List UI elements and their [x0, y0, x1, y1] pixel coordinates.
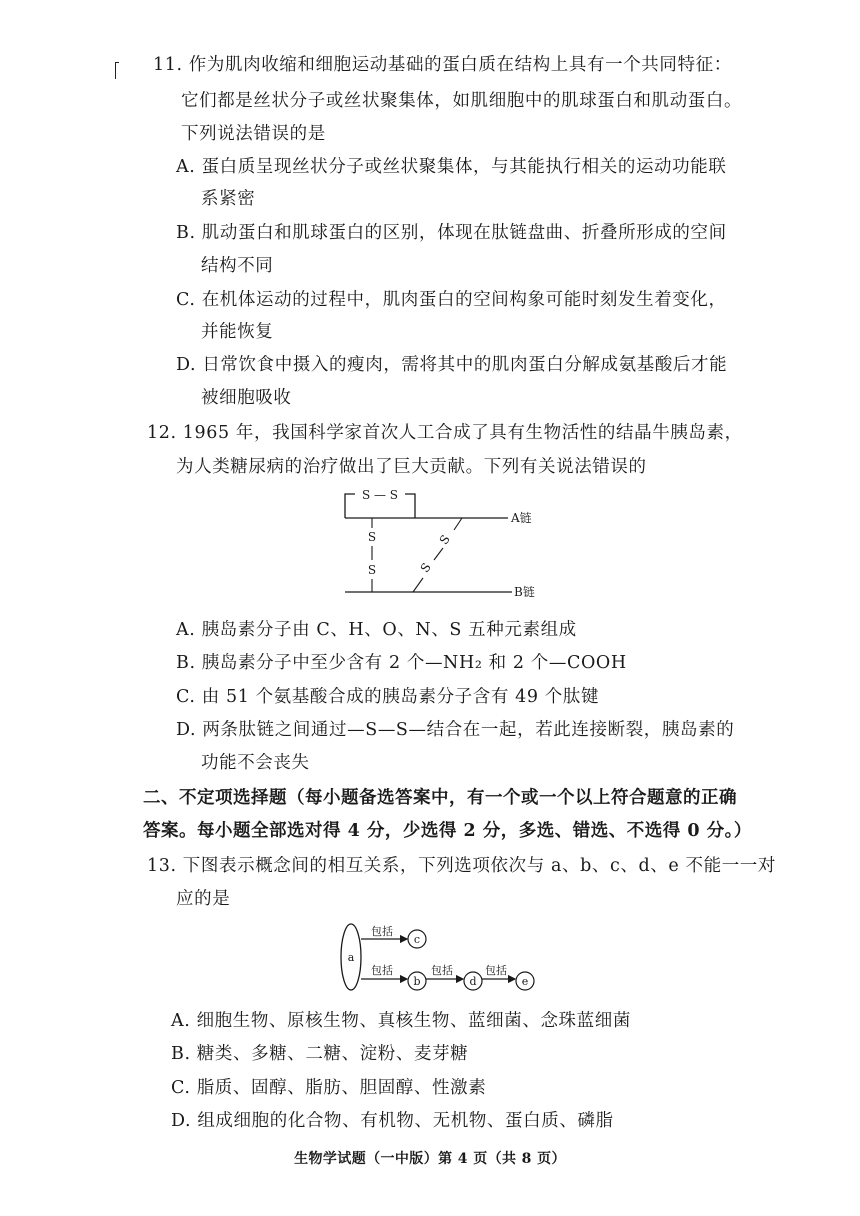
q12-option-d-cont: 功能不会丧失: [201, 753, 310, 773]
q13-option-d: D. 组成细胞的化合物、有机物、无机物、蛋白质、磷脂: [171, 1111, 614, 1131]
q13-stem-line-2: 应的是: [176, 889, 231, 909]
insulin-structure-diagram: [330, 486, 550, 606]
q11-option-a-cont: 系紧密: [201, 189, 256, 209]
page-footer: 生物学试题（一中版）第 4 页（共 8 页）: [294, 1151, 566, 1167]
node-d-label: d: [469, 975, 477, 988]
q11-option-d: D. 日常饮食中摄入的瘦肉，需将其中的肌肉蛋白分解成氨基酸后才能: [176, 355, 728, 375]
q12-option-c: C. 由 51 个氨基酸合成的胰岛素分子含有 49 个肽键: [176, 687, 600, 707]
q13-option-c: C. 脂质、固醇、脂肪、胆固醇、性激素: [171, 1078, 487, 1098]
include-label-2: 包括: [371, 964, 393, 977]
q11-option-b-cont: 结构不同: [201, 256, 274, 276]
q12-option-d: D. 两条肽链之间通过—S—S—结合在一起，若此连接断裂，胰岛素的: [176, 720, 735, 740]
q11-stem-line-2: 它们都是丝状分子或丝状聚集体，如肌细胞中的肌球蛋白和肌动蛋白。: [181, 91, 743, 111]
include-label-1: 包括: [371, 925, 393, 938]
q11-option-b: B. 肌动蛋白和肌球蛋白的区别，体现在肽链盘曲、折叠所形成的空间: [176, 223, 727, 243]
q13-stem-line-1: 13. 下图表示概念间的相互关系，下列选项依次与 a、b、c、d、e 不能一一对: [147, 856, 777, 876]
margin-mark: [115, 62, 119, 79]
vertical-s-top: S: [367, 530, 377, 544]
q12-stem-line-1: 12. 1965 年，我国科学家首次人工合成了具有生物活性的结晶牛胰岛素，: [147, 423, 743, 443]
b-chain-label: B链: [514, 585, 535, 599]
q12-stem-line-2: 为人类糖尿病的治疗做出了巨大贡献。下列有关说法错误的: [176, 457, 647, 477]
q11-option-a: A. 蛋白质呈现丝状分子或丝状聚集体，与其能执行相关的运动功能联: [176, 157, 727, 177]
q11-stem-line-1: 11. 作为肌肉收缩和细胞运动基础的蛋白质在结构上具有一个共同特征：: [153, 55, 732, 75]
section-2-line-1: 二、不定项选择题（每小题备选答案中，有一个或一个以上符合题意的正确: [143, 788, 737, 808]
include-label-3: 包括: [431, 964, 453, 977]
q13-option-b: B. 糖类、多糖、二糖、淀粉、麦芽糖: [171, 1044, 469, 1064]
q12-option-a: A. 胰岛素分子由 C、H、O、N、S 五种元素组成: [176, 620, 577, 640]
ss-bracket-right: [405, 494, 415, 518]
diagonal-s-bottom: S: [417, 560, 434, 576]
q11-option-c: C. 在机体运动的过程中，肌肉蛋白的空间构象可能时刻发生着变化，: [176, 290, 727, 310]
q13-option-a: A. 细胞生物、原核生物、真核生物、蓝细菌、念珠蓝细菌: [171, 1011, 631, 1031]
diagonal-bond: [434, 548, 443, 560]
q11-option-d-cont: 被细胞吸收: [201, 388, 292, 408]
q11-option-c-cont: 并能恢复: [201, 322, 274, 342]
a-chain-label: A链: [511, 511, 532, 525]
q12-option-b: B. 胰岛素分子中至少含有 2 个—NH₂ 和 2 个—COOH: [176, 653, 627, 673]
section-2-line-2: 答案。每小题全部选对得 4 分，少选得 2 分，多选、错选、不选得 0 分。）: [143, 821, 752, 841]
node-b-label: b: [413, 975, 421, 988]
node-a-label: a: [347, 951, 355, 964]
concept-relation-diagram: [335, 920, 545, 1000]
diagonal-s-top: S: [436, 532, 453, 548]
q11-stem-line-3: 下列说法错误的是: [181, 124, 326, 144]
node-c-label: c: [413, 933, 421, 946]
top-disulfide-label: S — S: [361, 488, 399, 502]
node-e-label: e: [521, 975, 529, 988]
ss-bracket-left: [345, 494, 355, 518]
vertical-s-bottom: S: [367, 563, 377, 577]
include-label-4: 包括: [485, 964, 507, 977]
